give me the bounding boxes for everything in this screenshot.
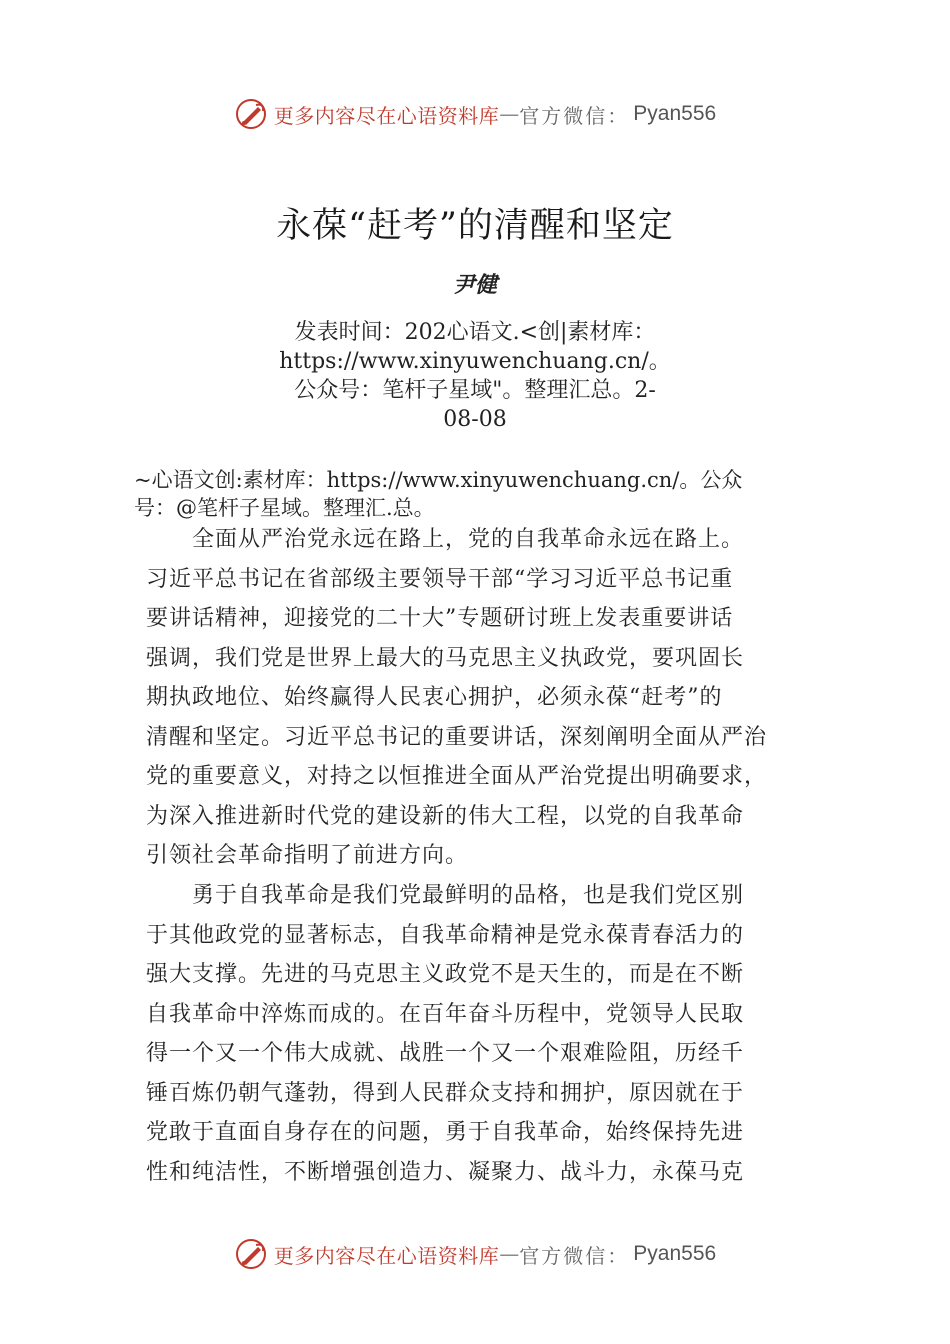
paragraph-line: 自我革命中淬炼而成的。在百年奋斗历程中，党领导人民取	[146, 1001, 745, 1027]
paragraph-line: 勇于自我革命是我们党最鲜明的品格，也是我们党区别	[146, 883, 745, 908]
paragraph-line: 于其他政党的显著标志，自我革命精神是党永葆青春活力的	[146, 922, 745, 948]
banner-dash: —	[499, 1242, 520, 1266]
banner-wechat-handle: Pyan556	[633, 102, 717, 125]
banner-promo-text: 更多内容尽在心语资料库	[273, 103, 500, 128]
article-author: 尹健	[452, 272, 497, 298]
notice-line: 号：@笔杆子星域。整理汇.总。	[134, 496, 435, 520]
banner-wechat-handle: Pyan556	[633, 1242, 717, 1265]
paragraph-line: 性和纯洁性，不断增强创造力、凝聚力、战斗力，永葆马克	[146, 1159, 745, 1185]
meta-line: 08-08	[443, 407, 507, 432]
paragraph-line: 全面从严治党永远在路上，党的自我革命永远在路上。	[146, 527, 745, 552]
quill-pen-logo-icon	[234, 97, 268, 131]
paragraph-line: 要讲话精神，迎接党的二十大”专题研讨班上发表重要讲话	[146, 606, 734, 631]
footer-banner	[0, 1234, 950, 1274]
paragraph-line: 期执政地位、始终赢得人民衷心拥护，必须永葆“赶考”的	[146, 685, 723, 710]
paragraph-line: 得一个又一个伟大成就、战胜一个又一个艰难险阻，历经千	[146, 1041, 745, 1066]
source-notice	[134, 466, 834, 522]
notice-line: ~心语文创:素材库：https://www.xinyuwenchuang.cn/。公众	[134, 468, 743, 492]
banner-wechat-label: 官方微信：	[519, 1243, 630, 1268]
paragraph-line: 引领社会革命指明了前进方向。	[146, 843, 469, 868]
body-paragraph-2	[146, 876, 826, 1192]
body-paragraph-1	[146, 520, 826, 876]
meta-line: https://www.xinyuwenchuang.cn/。	[279, 349, 671, 374]
paragraph-line: 强大支撑。先进的马克思主义政党不是天生的，而是在不断	[146, 962, 745, 987]
banner-wechat-label: 官方微信：	[519, 103, 630, 128]
publish-meta	[230, 318, 720, 434]
paragraph-line: 党的重要意义，对持之以恒推进全面从严治党提出明确要求，	[146, 764, 768, 789]
meta-line: 发表时间：202心语文.<创|素材库：	[294, 320, 656, 345]
paragraph-line: 清醒和坚定。习近平总书记的重要讲话，深刻阐明全面从严治	[146, 724, 768, 750]
article-title: 永葆“赶考”的清醒和坚定	[276, 206, 674, 246]
paragraph-line: 党敢于直面自身存在的问题，勇于自我革命，始终保持先进	[146, 1120, 745, 1145]
paragraph-line: 强调，我们党是世界上最大的马克思主义执政党，要巩固长	[146, 645, 745, 671]
paragraph-line: 为深入推进新时代党的建设新的伟大工程，以党的自我革命	[146, 803, 745, 829]
header-banner	[0, 94, 950, 134]
banner-dash: —	[499, 102, 520, 126]
paragraph-line: 锤百炼仍朝气蓬勃，得到人民群众支持和拥护，原因就在于	[146, 1080, 745, 1106]
paragraph-line: 习近平总书记在省部级主要领导干部“学习习近平总书记重	[146, 566, 734, 592]
banner-promo-text: 更多内容尽在心语资料库	[273, 1243, 500, 1268]
meta-line: 公众号：笔杆子星域"。整理汇总。2-	[294, 378, 656, 403]
quill-pen-logo-icon	[234, 1237, 268, 1271]
